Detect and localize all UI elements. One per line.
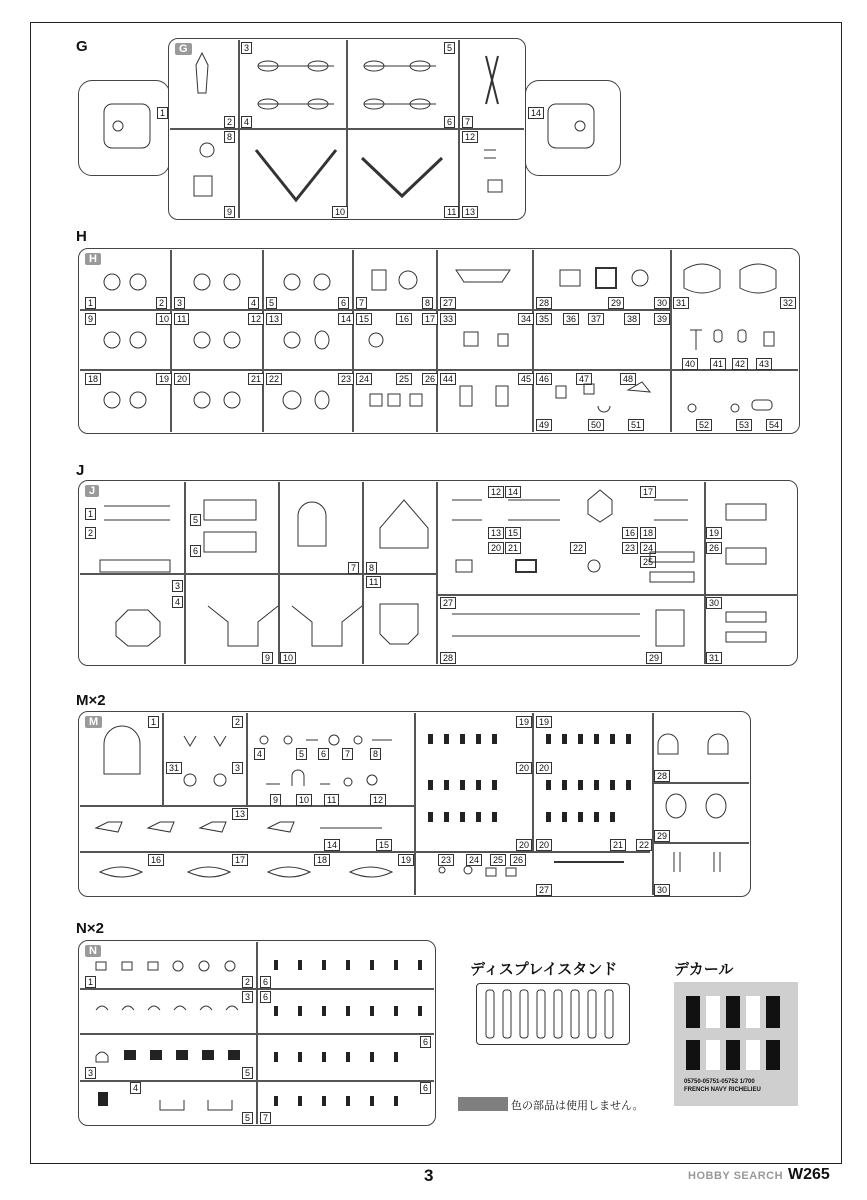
part-number: 13 — [462, 206, 478, 218]
part-number: 46 — [536, 373, 552, 385]
part-number: 26 — [706, 542, 722, 554]
sprue-m-tag: M — [85, 716, 102, 728]
part-number: 17 — [232, 854, 248, 866]
part-number: 6 — [338, 297, 349, 309]
part-number: 31 — [166, 762, 182, 774]
part-number: 43 — [756, 358, 772, 370]
part-number: 25 — [490, 854, 506, 866]
part-number: 19 — [536, 716, 552, 728]
part-number: 9 — [262, 652, 273, 664]
part-number: 15 — [376, 839, 392, 851]
g-hull-left — [104, 104, 150, 148]
part-number: 24 — [466, 854, 482, 866]
part-number: 5 — [242, 1112, 253, 1124]
part-number: 18 — [85, 373, 101, 385]
part-number: 1 — [157, 107, 168, 119]
part-number: 20 — [174, 373, 190, 385]
part-number: 6 — [318, 748, 329, 760]
part-number: 27 — [440, 597, 456, 609]
part-number: 51 — [628, 419, 644, 431]
part-number: 2 — [232, 716, 243, 728]
part-number: 1 — [85, 297, 96, 309]
part-number: 4 — [254, 748, 265, 760]
part-number: 30 — [654, 297, 670, 309]
part-number: 44 — [440, 373, 456, 385]
part-number: 8 — [224, 131, 235, 143]
part-number: 7 — [260, 1112, 271, 1124]
part-number: 4 — [130, 1082, 141, 1094]
part-number: 5 — [444, 42, 455, 54]
part-number: 29 — [608, 297, 624, 309]
part-number: 38 — [624, 313, 640, 325]
part-number: 40 — [682, 358, 698, 370]
sprue-h-label: H — [76, 228, 87, 245]
part-number: 14 — [528, 107, 544, 119]
part-number: 16 — [396, 313, 412, 325]
part-number: 15 — [505, 527, 521, 539]
part-number: 17 — [640, 486, 656, 498]
part-number: 5 — [266, 297, 277, 309]
part-number: 3 — [85, 1067, 96, 1079]
part-number: 19 — [398, 854, 414, 866]
decal-caption-line2: FRENCH NAVY RICHELIEU — [684, 1087, 761, 1093]
part-number: 45 — [518, 373, 534, 385]
part-number: 23 — [438, 854, 454, 866]
sprue-h-tag: H — [85, 253, 101, 265]
part-number: 10 — [156, 313, 172, 325]
part-number: 2 — [85, 527, 96, 539]
part-number: 21 — [248, 373, 264, 385]
part-number: 19 — [516, 716, 532, 728]
display-stand-title: ディスプレイスタンド — [470, 961, 618, 978]
part-number: 34 — [518, 313, 534, 325]
part-number: 22 — [570, 542, 586, 554]
part-number: 29 — [654, 830, 670, 842]
part-number: 1 — [148, 716, 159, 728]
part-number: 3 — [232, 762, 243, 774]
part-number: 33 — [440, 313, 456, 325]
part-number: 20 — [536, 839, 552, 851]
part-number: 6 — [444, 116, 455, 128]
part-number: 2 — [224, 116, 235, 128]
part-number: 17 — [422, 313, 438, 325]
part-number: 25 — [396, 373, 412, 385]
sprue-g-label: G — [76, 38, 88, 55]
decal-title: デカール — [674, 961, 734, 978]
part-number: 2 — [242, 976, 253, 988]
part-number: 35 — [536, 313, 552, 325]
part-number: 23 — [338, 373, 354, 385]
part-number: 10 — [332, 206, 348, 218]
part-number: 14 — [324, 839, 340, 851]
part-number: 18 — [640, 527, 656, 539]
part-number: 3 — [242, 991, 253, 1003]
part-number: 6 — [260, 991, 271, 1003]
part-number: 6 — [420, 1036, 431, 1048]
part-number: 13 — [232, 808, 248, 820]
part-number: 27 — [440, 297, 456, 309]
sprue-j-label: J — [76, 462, 85, 479]
part-number: 6 — [420, 1082, 431, 1094]
part-number: 14 — [505, 486, 521, 498]
part-number: 30 — [654, 884, 670, 896]
part-number: 31 — [673, 297, 689, 309]
part-number: 23 — [622, 542, 638, 554]
part-number: 20 — [516, 839, 532, 851]
part-number: 10 — [280, 652, 296, 664]
part-number: 49 — [536, 419, 552, 431]
part-number: 6 — [190, 545, 201, 557]
sprue-n-tag: N — [85, 945, 101, 957]
part-number: 4 — [241, 116, 252, 128]
part-number: 52 — [696, 419, 712, 431]
part-number: 48 — [620, 373, 636, 385]
part-number: 22 — [636, 839, 652, 851]
part-number: 9 — [224, 206, 235, 218]
part-number: 12 — [248, 313, 264, 325]
sprue-m-label: M×2 — [76, 692, 106, 709]
part-number: 25 — [640, 556, 656, 568]
part-number: 4 — [248, 297, 259, 309]
part-number: 12 — [488, 486, 504, 498]
part-number: 28 — [654, 770, 670, 782]
decal-stripes — [686, 996, 780, 1070]
part-number: 26 — [510, 854, 526, 866]
part-number: 8 — [422, 297, 433, 309]
part-number: 31 — [706, 652, 722, 664]
page-number: 3 — [424, 1166, 434, 1185]
part-number: 10 — [296, 794, 312, 806]
part-number: 12 — [370, 794, 386, 806]
part-number: 15 — [356, 313, 372, 325]
part-number: 20 — [516, 762, 532, 774]
part-number: 19 — [706, 527, 722, 539]
sprue-j-tag: J — [85, 485, 99, 497]
part-number: 11 — [444, 206, 459, 218]
part-number: 53 — [736, 419, 752, 431]
part-number: 8 — [370, 748, 381, 760]
part-number: 5 — [296, 748, 307, 760]
part-number: 16 — [622, 527, 638, 539]
part-number: 20 — [536, 762, 552, 774]
part-number: 19 — [156, 373, 172, 385]
part-number: 37 — [588, 313, 604, 325]
part-number: 16 — [148, 854, 164, 866]
part-number: 1 — [85, 508, 96, 520]
part-number: 47 — [576, 373, 592, 385]
document-code: W265 — [788, 1166, 830, 1183]
part-number: 21 — [610, 839, 626, 851]
part-number: 13 — [488, 527, 504, 539]
part-number: 41 — [710, 358, 726, 370]
sprue-n-label: N×2 — [76, 920, 104, 937]
part-number: 5 — [242, 1067, 253, 1079]
part-number: 18 — [314, 854, 330, 866]
part-number: 24 — [356, 373, 372, 385]
part-number: 30 — [706, 597, 722, 609]
part-number: 54 — [766, 419, 782, 431]
part-number: 22 — [266, 373, 282, 385]
part-number: 39 — [654, 313, 670, 325]
part-number: 14 — [338, 313, 354, 325]
part-number: 2 — [156, 297, 167, 309]
part-number: 7 — [342, 748, 353, 760]
part-number: 3 — [172, 580, 183, 592]
part-number: 1 — [85, 976, 96, 988]
part-number: 24 — [640, 542, 656, 554]
part-number: 28 — [440, 652, 456, 664]
sprue-g-tag: G — [175, 43, 192, 55]
part-number: 11 — [366, 576, 381, 588]
watermark-logo: HOBBY SEARCH — [688, 1170, 784, 1182]
part-number: 8 — [366, 562, 377, 574]
part-number: 20 — [488, 542, 504, 554]
part-number: 6 — [260, 976, 271, 988]
part-number: 21 — [505, 542, 521, 554]
part-number: 3 — [241, 42, 252, 54]
part-number: 27 — [536, 884, 552, 896]
part-number: 32 — [780, 297, 796, 309]
part-number: 5 — [190, 514, 201, 526]
part-number: 11 — [324, 794, 339, 806]
unused-parts-note: 色の部品は使用しません。 — [511, 1100, 644, 1112]
g-hull-right — [548, 104, 594, 148]
part-number: 28 — [536, 297, 552, 309]
decal-caption-line1: 05750-05751-05752 1/700 — [684, 1079, 755, 1085]
part-number: 7 — [462, 116, 473, 128]
part-number: 50 — [588, 419, 604, 431]
part-number: 36 — [563, 313, 579, 325]
part-number: 7 — [356, 297, 367, 309]
part-number: 42 — [732, 358, 748, 370]
part-number: 11 — [174, 313, 189, 325]
part-number: 4 — [172, 596, 183, 608]
part-number: 3 — [174, 297, 185, 309]
part-number: 13 — [266, 313, 282, 325]
part-number: 9 — [270, 794, 281, 806]
part-number: 29 — [646, 652, 662, 664]
part-number: 9 — [85, 313, 96, 325]
part-number: 26 — [422, 373, 438, 385]
part-number: 7 — [348, 562, 359, 574]
part-number: 12 — [462, 131, 478, 143]
